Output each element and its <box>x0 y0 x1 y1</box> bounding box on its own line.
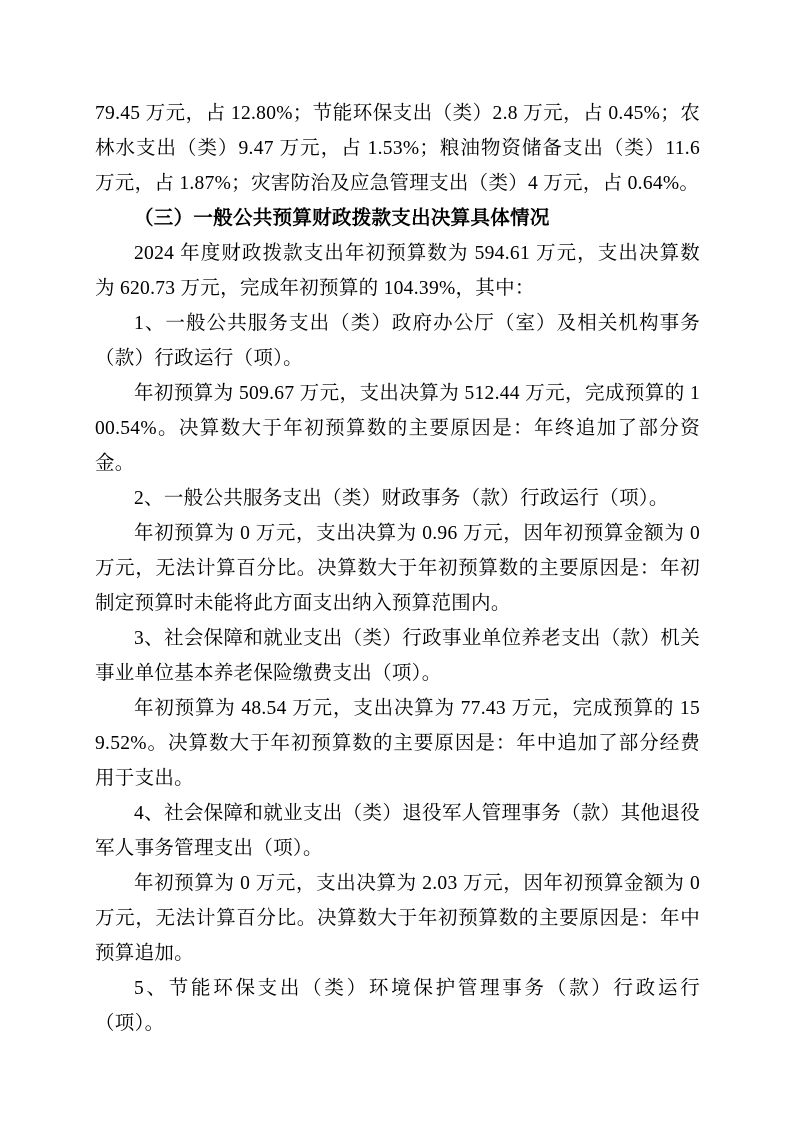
paragraph-item-1-detail: 年初预算为 509.67 万元，支出决算为 512.44 万元，完成预算的 100.54%。决算数大于年初预算数的主要原因是：年终追加了部分资金。 <box>95 383 700 474</box>
paragraph-continuation-expenditure-breakdown: 79.45 万元，占 12.80%；节能环保支出（类）2.8 万元，占 0.45%；农林水支出（类）9.47 万元，占 1.53%；粮油物资储备支出（类）11.6 万元，占 1.87%；灾害防治及应急管理支出（类）4 万元，占 0.64%。 <box>95 103 700 194</box>
paragraph-item-3-detail: 年初预算为 48.54 万元，支出决算为 77.43 万元，完成预算的 159.52%。决算数大于年初预算数的主要原因是：年中追加了部分经费用于支出。 <box>95 698 700 789</box>
paragraph-item-5-title: 5、节能环保支出（类）环境保护管理事务（款）行政运行（项）。 <box>95 978 700 1034</box>
paragraph-item-2-detail: 年初预算为 0 万元，支出决算为 0.96 万元，因年初预算金额为 0 万元，无法计算百分比。决算数大于年初预算数的主要原因是：年初制定预算时未能将此方面支出纳入预算范围内。 <box>95 523 700 614</box>
paragraph-item-2-title: 2、一般公共服务支出（类）财政事务（款）行政运行（项）。 <box>134 488 669 509</box>
paragraph-item-3-title: 3、社会保障和就业支出（类）行政事业单位养老支出（款）机关事业单位基本养老保险缴费支出（项）。 <box>95 628 700 684</box>
paragraph-item-4-title: 4、社会保障和就业支出（类）退役军人管理事务（款）其他退役军人事务管理支出（项）。 <box>95 803 700 859</box>
paragraph-2024-budget-overview: 2024 年度财政拨款支出年初预算数为 594.61 万元，支出决算数为 620.73 万元，完成年初预算的 104.39%，其中： <box>95 243 700 299</box>
paragraph-item-4-detail: 年初预算为 0 万元，支出决算为 2.03 万元，因年初预算金额为 0 万元，无法计算百分比。决算数大于年初预算数的主要原因是：年中预算追加。 <box>95 873 700 964</box>
section-heading-3-general-public-budget-expenditure-details: （三）一般公共预算财政拨款支出决算具体情况 <box>134 207 550 229</box>
paragraph-item-1-title: 1、一般公共服务支出（类）政府办公厅（室）及相关机构事务（款）行政运行（项）。 <box>95 313 700 369</box>
